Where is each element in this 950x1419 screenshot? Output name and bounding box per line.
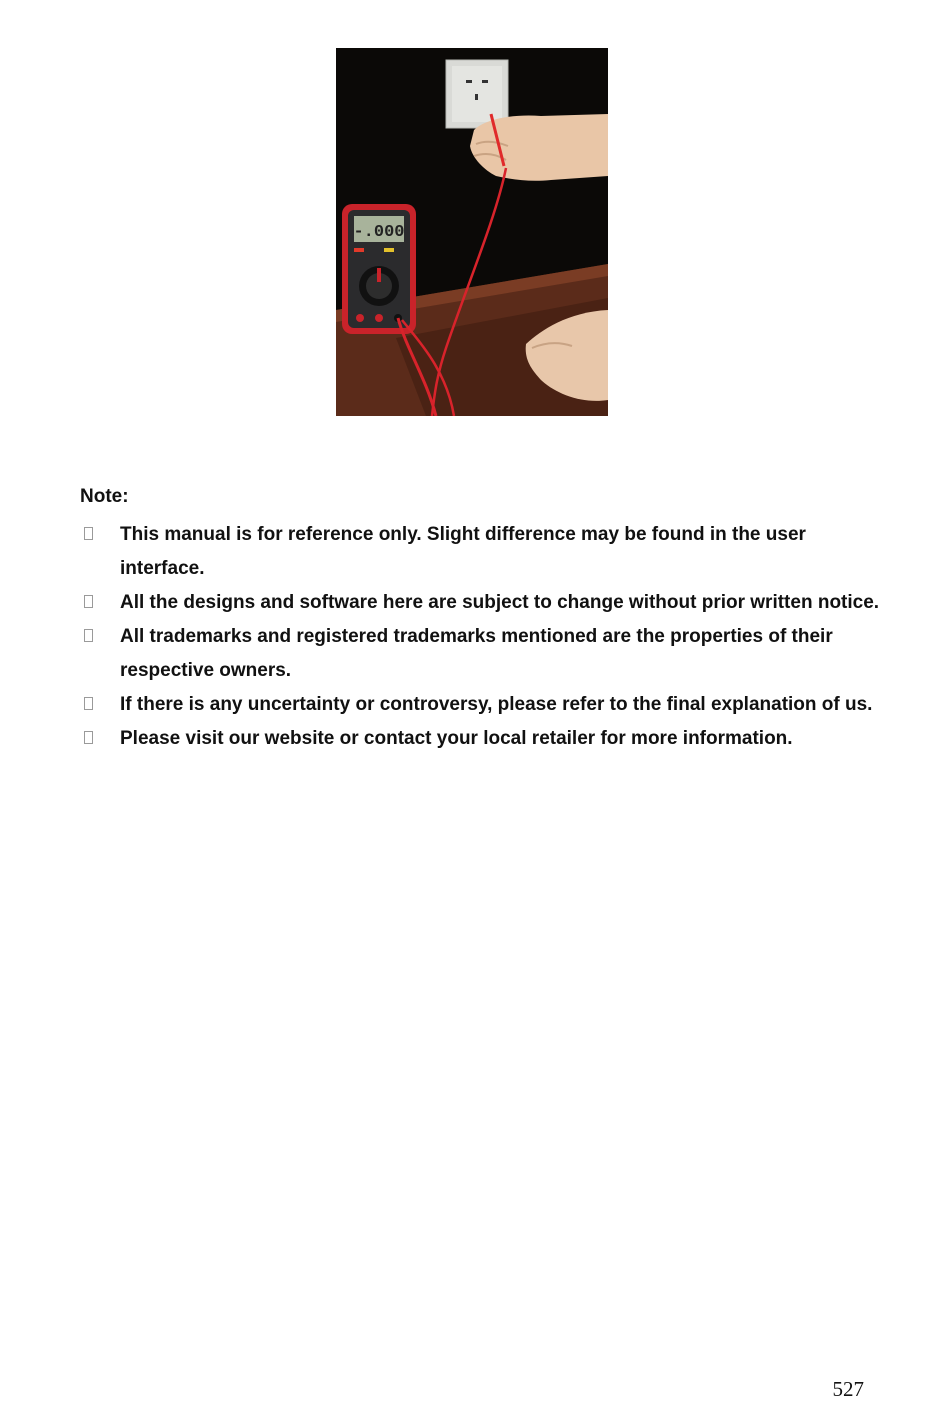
upper-hand bbox=[470, 114, 608, 181]
svg-text:-.000: -.000 bbox=[353, 223, 405, 242]
note-item bbox=[80, 722, 880, 756]
note-item bbox=[80, 620, 880, 688]
note-item-text: If there is any uncertainty or controversy, please refer to the final explanation of us. bbox=[120, 694, 873, 715]
square-bullet-icon bbox=[84, 595, 93, 608]
note-item-text: Please visit our website or contact your local retailer for more information. bbox=[120, 728, 793, 749]
square-bullet-icon bbox=[84, 697, 93, 710]
square-bullet-icon bbox=[84, 731, 93, 744]
note-item-text: This manual is for reference only. Slight difference may be found in the user interface. bbox=[120, 524, 806, 579]
note-item bbox=[80, 586, 880, 620]
multimeter-photo bbox=[336, 48, 608, 416]
note-list bbox=[80, 518, 880, 756]
note-item-text: All the designs and software here are subject to change without prior written notice. bbox=[120, 592, 880, 613]
multimeter-device bbox=[342, 204, 416, 334]
square-bullet-icon bbox=[84, 527, 93, 540]
wall-outlet bbox=[446, 60, 508, 128]
square-bullet-icon bbox=[84, 629, 93, 642]
page-number: 527 bbox=[832, 1377, 864, 1401]
note-item-text: All trademarks and registered trademarks mentioned are the properties of their respective owners. bbox=[120, 626, 833, 681]
note-heading: Note: bbox=[80, 486, 129, 507]
note-item bbox=[80, 688, 880, 722]
note-item bbox=[80, 518, 880, 586]
